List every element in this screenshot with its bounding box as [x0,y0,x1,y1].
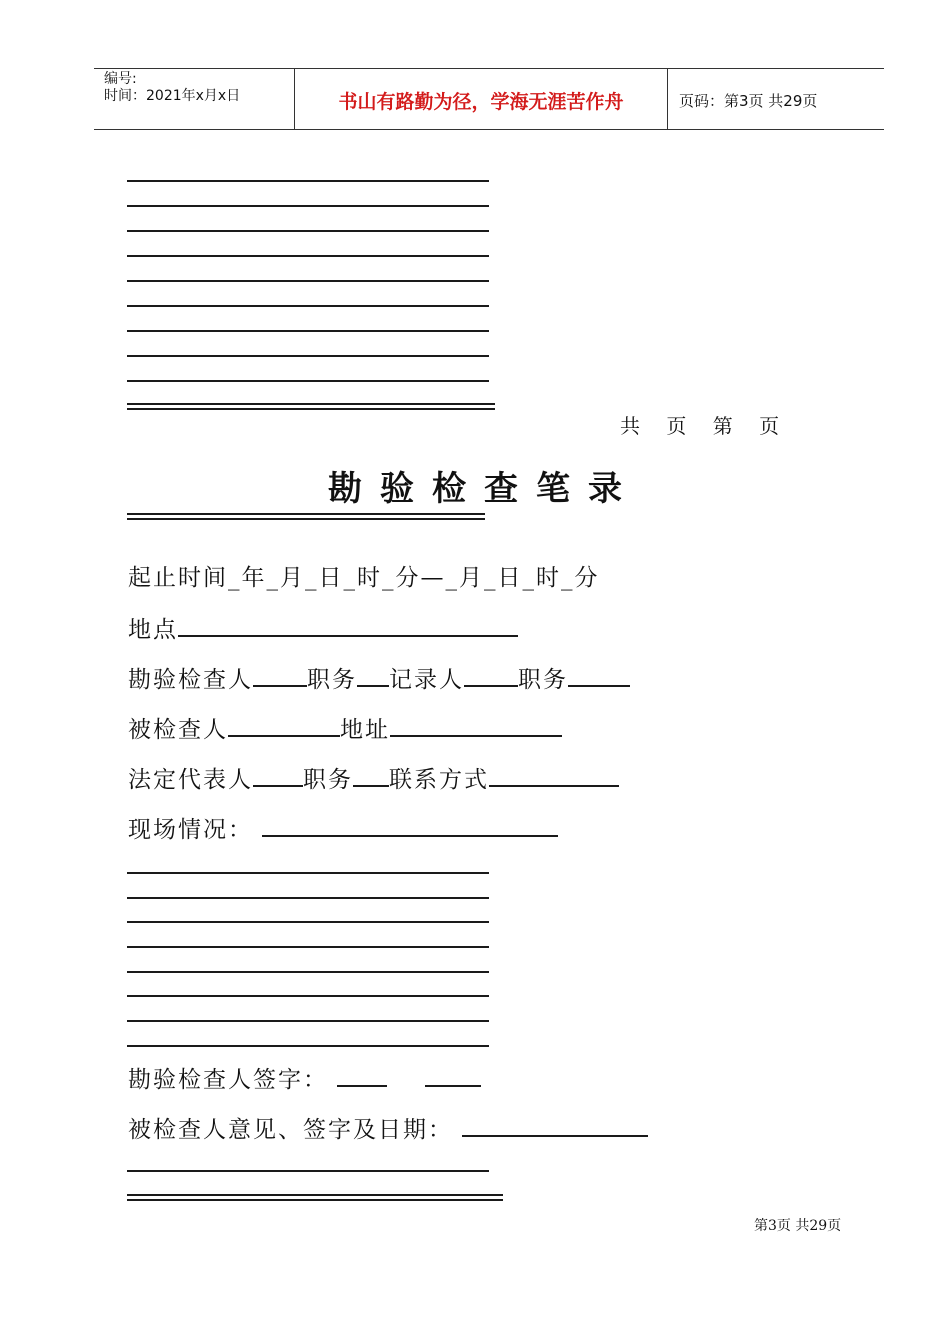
document-title: 勘验检查笔录 [328,469,640,509]
number-label: 编号: [104,71,137,87]
inspected-row [128,713,562,745]
blank-line [127,921,489,923]
place-field[interactable] [178,613,518,637]
blank-line [127,380,489,382]
blank-line [127,180,489,182]
blank-line [127,205,489,207]
header-meta [94,69,294,129]
blank-line [127,872,489,874]
time-range-row: 起止时间_年_月_日_时_分—_月_日_时_分 [128,565,600,591]
blank-line [127,1020,489,1022]
place-row [128,613,518,645]
page-count-text: 共 页 第 页 [620,414,790,438]
blank-line [127,971,489,973]
blank-line [127,995,489,997]
inspector-field[interactable] [253,663,307,687]
recorder-duty-label: 职务 [518,667,568,693]
blank-line [127,330,489,332]
header-page-cell [667,69,884,129]
blank-line [127,255,489,257]
duty-label: 职务 [307,667,357,693]
inspector-row [128,663,630,695]
contact-label: 联系方式 [389,767,489,793]
legal-rep-duty-label: 职务 [303,767,353,793]
recorder-duty-field[interactable] [568,663,630,687]
blank-line [127,897,489,899]
bottom-divider [127,1194,503,1201]
header-page-info: 页码：第3页 共29页 [679,92,818,110]
duty-field[interactable] [357,663,389,687]
scene-label: 现场情况： [128,817,253,843]
inspected-label: 被检查人 [128,717,228,743]
inspector-sign-row [128,1063,481,1095]
inspected-opinion-row [128,1113,648,1145]
header-motto: 书山有路勤为径，学海无涯苦作舟 [338,91,624,113]
legal-rep-field[interactable] [253,763,303,787]
blank-line [127,1170,489,1172]
scene-field[interactable] [262,813,558,837]
recorder-field[interactable] [464,663,518,687]
header-motto-cell [294,69,668,129]
inspector-sign-field-2[interactable] [425,1063,481,1087]
scene-row [128,813,558,845]
page-footer: 第3页 共29页 [754,1218,842,1234]
inspected-opinion-label: 被检查人意见、签字及日期： [128,1117,453,1143]
inspected-opinion-field[interactable] [462,1113,648,1137]
time-label: 时间：2021年x月x日 [104,88,241,104]
address-label: 地址 [340,717,390,743]
blank-line [127,1045,489,1047]
double-divider [127,403,495,410]
legal-rep-row [128,763,619,795]
title-divider [127,513,485,520]
inspector-sign-label: 勘验检查人签字： [128,1067,328,1093]
legal-rep-label: 法定代表人 [128,767,253,793]
blank-line [127,946,489,948]
address-field[interactable] [390,713,562,737]
contact-field[interactable] [489,763,619,787]
inspector-label: 勘验检查人 [128,667,253,693]
blank-line [127,355,489,357]
inspector-sign-field-1[interactable] [337,1063,387,1087]
recorder-label: 记录人 [389,667,464,693]
blank-line [127,305,489,307]
inspected-field[interactable] [228,713,340,737]
place-label: 地点 [128,617,178,643]
blank-line [127,280,489,282]
legal-rep-duty-field[interactable] [353,763,389,787]
page-header [94,68,884,130]
blank-line [127,230,489,232]
